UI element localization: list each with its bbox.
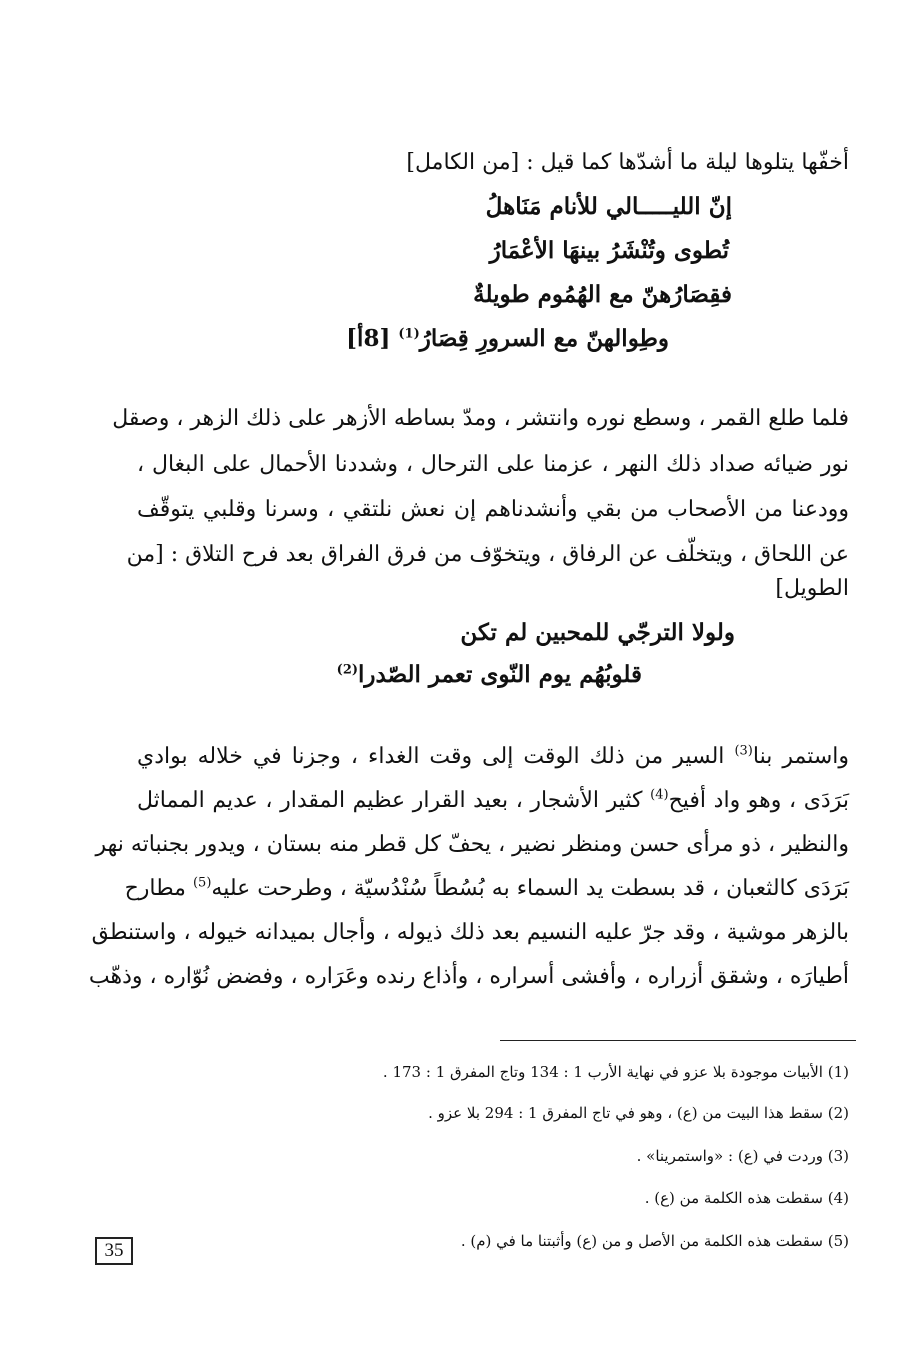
paragraph-2-line-4-start: بَرَدَى كالثعبان ، قد بسطت يد السماء به بُسُطاً سُنْدُسيّة ، وطرحت عليه xyxy=(211,876,849,901)
footnote-ref-4: (4) xyxy=(650,787,669,803)
footnote-1: (1) الأبيات موجودة بلا عزو في نهاية الأرب 1 : 134 وتاج المفرق 1 : 173 . xyxy=(382,1063,849,1081)
paragraph-2-line-1 xyxy=(137,742,849,772)
poem-1-line-4 xyxy=(346,324,669,354)
paragraph-2-line-4 xyxy=(124,874,849,904)
footnote-ref-2: (2) xyxy=(336,662,359,678)
poem-1-line-3: فقِصَارُهنّ مع الهُمُوم طويلةٌ xyxy=(473,281,732,308)
paragraph-2-line-5: بالزهر موشية ، وقد جرّ عليه النسيم بعد ذلك ذيوله ، وأجال بميدانه خيوله ، واستنطق xyxy=(91,920,849,945)
intro-line: أخفّها يتلوها ليلة ما أشدّها كما قيل : [من الكامل] xyxy=(406,150,849,175)
paragraph-1-line-3: وودعنا من الأصحاب من بقي وأنشدناهم إن نعش نلتقي ، وسرنا وقلبي يتوقّف xyxy=(137,497,849,522)
paragraph-2-line-6: أطيارَه ، وشقق أزراره ، وأفشى أسراره ، وأذاع رنده وعَرَاره ، وفضض نُوّاره ، وذهّب xyxy=(88,964,849,989)
paragraph-2-line-2-end: كثير الأشجار ، بعيد القرار عظيم المقدار ، عديم المماثل xyxy=(137,788,651,813)
footnote-ref-5: (5) xyxy=(192,875,212,891)
poem-2-line-2-text: قلوبُهُم يوم النّوى تعمر الصّدرا xyxy=(358,661,642,688)
poem-2-line-1: ولولا الترجّي للمحبين لم تكن xyxy=(460,619,735,646)
paragraph-2-line-1-start: واستمر بنا xyxy=(752,744,850,769)
footnote-4: (4) سقطت هذه الكلمة من (ع) . xyxy=(644,1189,849,1207)
paragraph-1-line-5: الطويل] xyxy=(775,576,849,601)
paragraph-2-line-2 xyxy=(137,786,849,816)
footnote-3: (3) وردت في (ع) : «واستمرينا» . xyxy=(636,1147,849,1165)
footnote-5: (5) سقطت هذه الكلمة من الأصل و من (ع) وأثبتنا ما في (م) . xyxy=(460,1232,849,1250)
paragraph-2-line-4-end: مطارح xyxy=(124,876,193,901)
footnote-separator xyxy=(500,1040,856,1041)
footnote-2: (2) سقط هذا البيت من (ع) ، وهو في تاج المفرق 1 : 294 بلا عزو . xyxy=(428,1104,849,1122)
poem-1-line-4-text: وطِوالهنّ مع السرورِ قِصَارُ xyxy=(419,325,669,352)
paragraph-1-line-2: نور ضيائه صداد ذلك النهر ، عزمنا على الترحال ، وشددنا الأحمال على البغال ، xyxy=(137,452,849,477)
paragraph-1-line-4: عن اللحاق ، ويتخلّف عن الرفاق ، ويتخوّف من فرق الفراق بعد فرح التلاق : [من xyxy=(126,542,849,567)
folio-marker: [8أ] xyxy=(346,325,391,352)
paragraph-2-line-1-end: السير من ذلك الوقت إلى وقت الغداء ، وجزنا في خلاله بوادي xyxy=(137,744,735,769)
paragraph-2-line-3: والنظير ، ذو مرأى حسن ومنظر نضير ، يحفّ كل قطر منه بستان ، ويدور بجنباته نهر xyxy=(95,832,849,857)
poem-1-line-2: تُطوى وتُنْشَرُ بينهَا الأعْمَارُ xyxy=(489,237,729,264)
poem-1-line-1: إنّ الليـــــالي للأنام مَنَاهلُ xyxy=(485,193,732,220)
page-number: 35 xyxy=(95,1237,133,1265)
paragraph-1-line-1: فلما طلع القمر ، وسطع نوره وانتشر ، ومدّ بساطه الأزهر على ذلك الزهر ، وصقل xyxy=(112,406,849,431)
poem-2-line-2 xyxy=(337,660,642,690)
footnote-ref-1: (1) xyxy=(398,326,420,342)
paragraph-2-line-2-start: بَرَدَى ، وهو واد أفيح xyxy=(668,788,849,813)
footnote-ref-3: (3) xyxy=(734,743,753,759)
